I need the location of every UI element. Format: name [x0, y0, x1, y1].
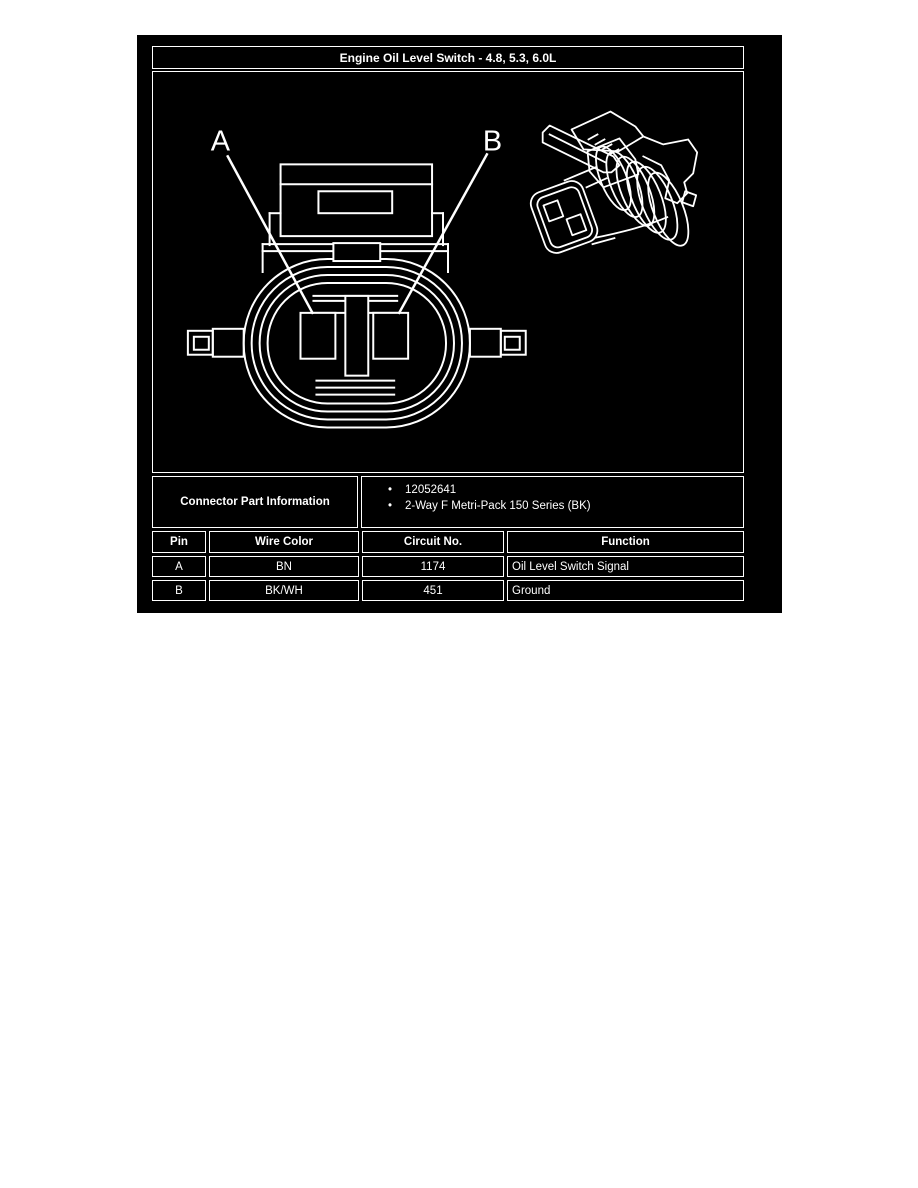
lock-tower-window — [318, 191, 392, 213]
lock-tower — [281, 164, 432, 236]
figure-title-bar — [152, 46, 744, 69]
cell-pin: B — [152, 580, 206, 601]
part-info-label: Connector Part Information — [180, 496, 330, 508]
cell-circuit-no: 1174 — [362, 556, 504, 577]
figure-title: Engine Oil Level Switch - 4.8, 5.3, 6.0L — [339, 50, 557, 65]
cell-wire-color: BN — [209, 556, 359, 577]
pin-a-leader-line — [228, 156, 313, 312]
column-header-circuit-no: Circuit No. — [362, 531, 504, 553]
cell-circuit-no: 451 — [362, 580, 504, 601]
connector-front-view-drawing — [188, 164, 526, 427]
connector-diagram-svg — [153, 72, 743, 472]
part-number-text: 12052641 — [405, 484, 457, 496]
pin-b-cavity — [373, 313, 408, 359]
table-header-row — [152, 531, 744, 553]
pin-a-cavity — [301, 313, 336, 359]
top-cap — [572, 112, 644, 152]
connector-diagram — [152, 71, 744, 473]
left-wing — [213, 329, 244, 357]
center-key-bar — [345, 296, 368, 376]
pin-label-b: B — [482, 125, 503, 158]
right-wing — [470, 329, 501, 357]
table-row-pin-a — [152, 556, 744, 577]
connector-perspective-view-drawing — [527, 112, 697, 257]
figure-frame — [152, 46, 744, 601]
cell-function: Oil Level Switch Signal — [507, 556, 744, 577]
column-header-function: Function — [507, 531, 744, 553]
pin-b-leader-line — [399, 154, 487, 312]
cell-wire-color: BK/WH — [209, 580, 359, 601]
part-info-row — [152, 476, 744, 528]
cell-function: Ground — [507, 580, 744, 601]
column-header-wire-color: Wire Color — [209, 531, 359, 553]
pin-label-a: A — [210, 125, 231, 158]
part-series-text: 2-Way F Metri-Pack 150 Series (BK) — [405, 500, 591, 512]
pin-callouts — [211, 125, 502, 312]
part-series-item — [388, 498, 591, 514]
table-row-pin-b — [152, 580, 744, 601]
bullet-icon — [388, 482, 392, 498]
part-info-values-cell — [361, 476, 744, 528]
part-number-item — [388, 482, 456, 498]
connector-figure — [137, 35, 782, 613]
column-header-pin: Pin — [152, 531, 206, 553]
band-center-tab — [333, 243, 380, 261]
mating-face — [527, 178, 600, 257]
part-info-label-cell — [152, 476, 358, 528]
bullet-icon — [388, 498, 392, 514]
cell-pin: A — [152, 556, 206, 577]
